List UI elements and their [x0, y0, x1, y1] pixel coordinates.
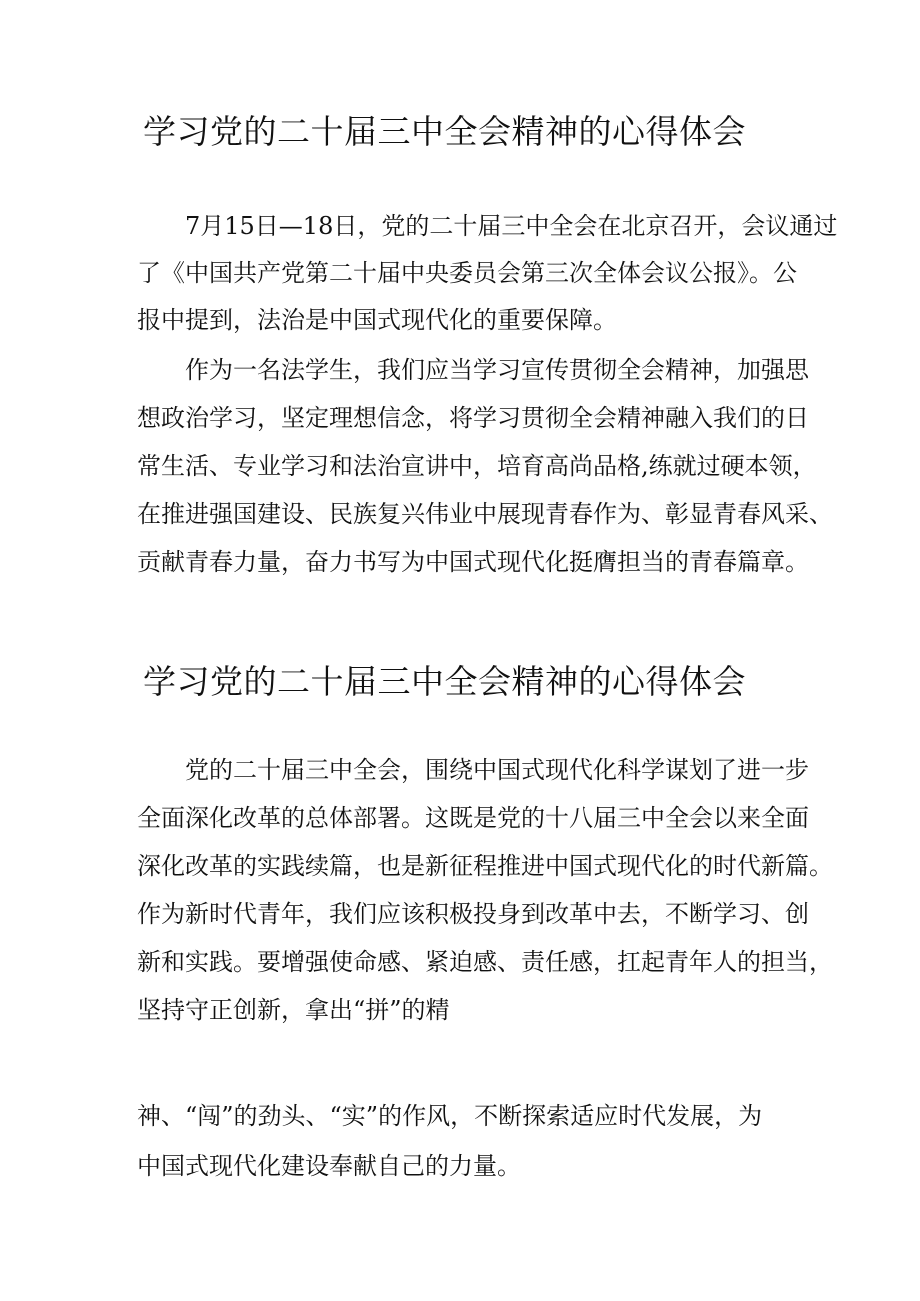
article-2-title: 学习党的二十届三中全会精神的心得体会 — [143, 662, 746, 701]
article-1-line-8: 贡献青春力量，奋力书写为中国式现代化挺膺担当的青春篇章。 — [137, 548, 809, 576]
article-2-line-2: 全面深化改革的总体部署。这既是党的十八届三中全会以来全面 — [137, 804, 809, 832]
article-2-line-8: 中国式现代化建设奉献自己的力量。 — [137, 1152, 521, 1180]
article-2-line-3: 深化改革的实践续篇，也是新征程推进中国式现代化的时代新篇。 — [137, 852, 833, 880]
article-1-line-3: 报中提到，法治是中国式现代化的重要保障。 — [137, 306, 617, 334]
article-1-line-7: 在推进强国建设、民族复兴伟业中展现青春作为、彰显青春风采、 — [137, 500, 833, 528]
article-2-line-4: 作为新时代青年，我们应该积极投身到改革中去，不断学习、创 — [137, 900, 809, 928]
article-2-line-6: 坚持守正创新，拿出“拼”的精 — [137, 996, 450, 1024]
article-1-title: 学习党的二十届三中全会精神的心得体会 — [143, 112, 746, 151]
article-2-line-7: 神、“闯”的劲头、“实”的作风，不断探索适应时代发展，为 — [137, 1102, 763, 1130]
article-2-line-1: 党的二十届三中全会，围绕中国式现代化科学谋划了进一步 — [185, 756, 809, 784]
article-2-line-5: 新和实践。要增强使命感、紧迫感、责任感，扛起青年人的担当， — [137, 948, 833, 976]
article-1-line-4: 作为一名法学生，我们应当学习宣传贯彻全会精神，加强思 — [185, 356, 809, 384]
article-1-line-2: 了《中国共产党第二十届中央委员会第三次全体会议公报》。公 — [137, 259, 797, 287]
article-1-line-6: 常生活、专业学习和法治宣讲中，培育高尚品格,练就过硬本领， — [137, 452, 817, 480]
article-1-line-5: 想政治学习，坚定理想信念，将学习贯彻全会精神融入我们的日 — [137, 404, 809, 432]
article-1-line-1: 7月15日—18日，党的二十届三中全会在北京召开，会议通过 — [185, 212, 838, 240]
